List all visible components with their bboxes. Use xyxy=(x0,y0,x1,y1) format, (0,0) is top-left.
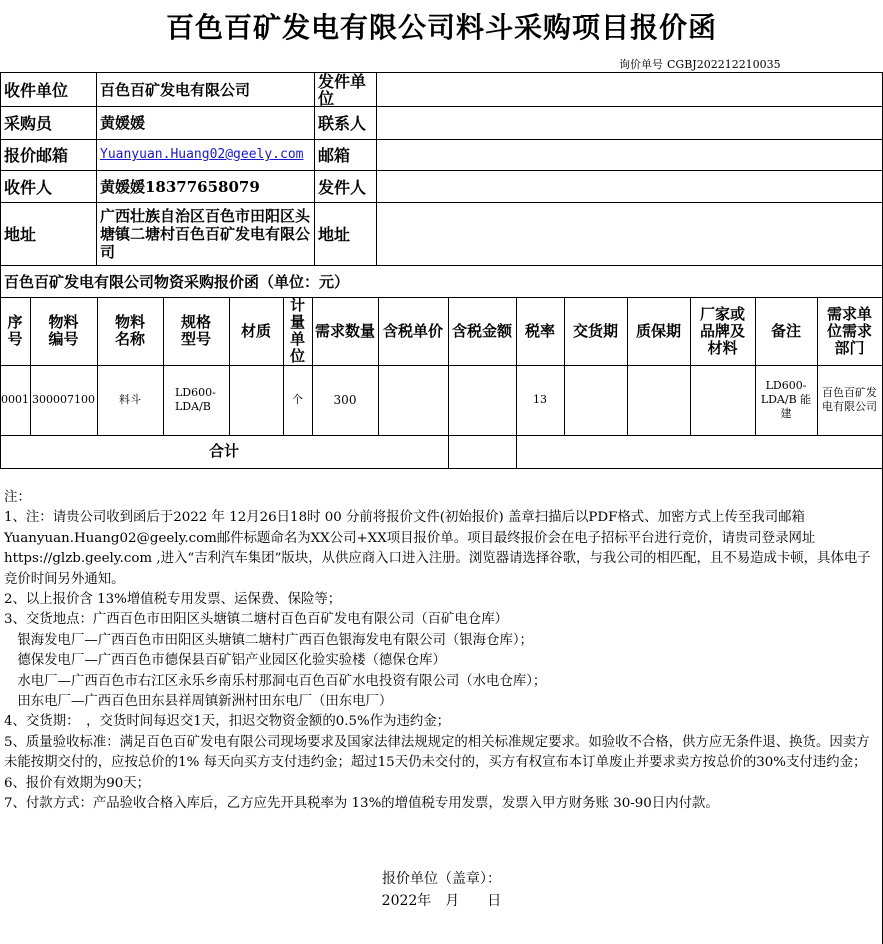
cell-delivery[interactable] xyxy=(564,365,627,435)
buyer-value: 黄媛媛 xyxy=(100,114,146,132)
note-line: 水电厂—广西百色市右江区永乐乡南乐村那洞屯百色百矿水电投资有限公司（水电仓库）； xyxy=(4,673,547,689)
inquiry-number-value: CGBJ202212210035 xyxy=(667,58,781,71)
cell-material-code: 300007100 xyxy=(32,393,95,406)
inquiry-number-label: 询价单号 xyxy=(619,58,663,71)
grid-line xyxy=(376,72,377,265)
page-title: 百色百矿发电有限公司料斗采购项目报价函 xyxy=(165,11,717,44)
send-unit-label: 发件单位 xyxy=(318,72,367,106)
total-label: 合计 xyxy=(208,442,239,460)
signature-date: 2022年 月 日 xyxy=(381,893,502,909)
header-brand: 厂家或品牌及材料 xyxy=(699,304,745,357)
note-line: 2、以上报价含 13%增值税专用发票、运保费、保险等； xyxy=(4,592,342,608)
header-amount: 含税金额 xyxy=(451,321,512,340)
header-seq: 序号 xyxy=(7,313,23,348)
note-line: 银海发电厂—广西百色市田阳区头塘镇二塘村广西百色银海发电有限公司（银海仓库）； xyxy=(4,632,533,648)
cell-unit: 个 xyxy=(292,393,303,406)
cell-qty: 300 xyxy=(333,393,357,407)
email-label: 邮箱 xyxy=(318,146,351,165)
note-line: 7、付款方式：产品验收合格入库后，乙方应先开具税率为 13%的增值税专用发票，发票入甲方财务账 30-90日内付款。 xyxy=(4,796,719,812)
recv-unit-label: 收件单位 xyxy=(4,80,69,100)
header-material-name: 物料名称 xyxy=(114,313,145,348)
header-dept: 需求单位需求部门 xyxy=(826,304,872,357)
recipient-value: 黄媛媛18377658079 xyxy=(100,177,260,196)
section-title: 百色百矿发电有限公司物资采购报价函（单位：元） xyxy=(4,272,350,291)
inquiry-number xyxy=(615,56,781,72)
cell-remark: LD600-LDA/B 能建 xyxy=(760,379,812,420)
quote-email-label: 报价邮箱 xyxy=(4,146,69,165)
header-qty: 需求数量 xyxy=(315,321,376,340)
cell-brand[interactable] xyxy=(690,365,755,435)
cell-dept: 百色百矿发电有限公司 xyxy=(822,386,877,413)
cell-spec: LD600-LDA/B xyxy=(175,386,216,413)
header-material-code: 物料编号 xyxy=(48,313,79,348)
address-value: 广西壮族自治区百色市田阳区头塘镇二塘村百色百矿发电有限公司 xyxy=(100,206,311,261)
grid-line xyxy=(0,468,883,469)
address2-label: 地址 xyxy=(318,225,351,244)
header-delivery: 交货期 xyxy=(572,321,618,340)
header-material: 材质 xyxy=(240,321,271,340)
recipient-label: 收件人 xyxy=(4,177,53,197)
note-line: 德保发电厂—广西百色市德保县百矿铝产业园区化验实验楼（德保仓库） xyxy=(4,653,446,669)
header-spec: 规格型号 xyxy=(180,313,211,348)
cell-seq: 0001 xyxy=(1,393,29,406)
quote-email-cell xyxy=(96,139,314,170)
cell-material-name: 料斗 xyxy=(119,393,141,406)
header-tax: 税率 xyxy=(524,321,555,340)
note-line: 3、交货地点：广西百色市田阳区头塘镇二塘村百色百矿发电有限公司（百矿电仓库） xyxy=(4,612,508,628)
note-line: 5、质量验收标准：满足百色百矿发电有限公司现场要求及国家法律法规规定的相关标准规定要求。如验收不合格，供方应无条件退、换货。因卖方未能按期交付的，应按总价的1% 每天向买方支付违约金；超过15天仍未交付的，买方有权宣布本订单废止并要求卖方按总价的30%支付违约金； xyxy=(4,734,870,771)
buyer-label: 采购员 xyxy=(4,114,53,133)
cell-warranty[interactable] xyxy=(627,365,690,435)
contact-label: 联系人 xyxy=(318,114,367,133)
note-line: 4、交货期： ，交货时间每迟交1天，扣迟交物资金额的0.5%作为违约金； xyxy=(4,714,451,730)
note-line: 6、报价有效期为90天； xyxy=(4,775,151,791)
note-line: 1、注：请贵公司收到函后于2022 年 12月26日18时 00 分前将报价文件(初始报价) 盖章扫描后以PDF格式、加密方式上传至我司邮箱Yuanyuan.Huang02@geely.com邮件标题命名为XX公司+XX项目报价单。项目最终报价会在电子招标平台进行竞价，请贵司登录网址https://glzb.geely.com ,进入“吉利汽车集团”版块，从供应商入口进入注册。浏览器请选择谷歌，与我公司的相匹配，且不易造成卡顿，具体电子竞价时间另外通知。 xyxy=(4,510,871,587)
cell-material xyxy=(229,365,283,435)
cell-tax: 13 xyxy=(533,393,547,406)
cell-amount[interactable] xyxy=(448,365,516,435)
address-label: 地址 xyxy=(4,225,37,244)
header-remark: 备注 xyxy=(770,321,801,340)
note-line: 田东电厂—广西百色田东县祥周镇新洲村田东电厂（田东电厂） xyxy=(4,694,393,710)
cell-unit-price[interactable] xyxy=(378,365,448,435)
header-unit-price: 含税单价 xyxy=(382,321,443,340)
header-unit: 计量单位 xyxy=(289,297,305,365)
recv-unit-value: 百色百矿发电有限公司 xyxy=(100,80,251,99)
quote-email-link[interactable]: Yuanyuan.Huang02@geely.com xyxy=(100,147,304,162)
note-line: 注： xyxy=(4,490,31,505)
signature-unit: 报价单位（盖章）： xyxy=(382,871,501,887)
notes-section xyxy=(4,488,880,815)
sender-label: 发件人 xyxy=(318,177,367,197)
header-warranty: 质保期 xyxy=(635,321,681,340)
